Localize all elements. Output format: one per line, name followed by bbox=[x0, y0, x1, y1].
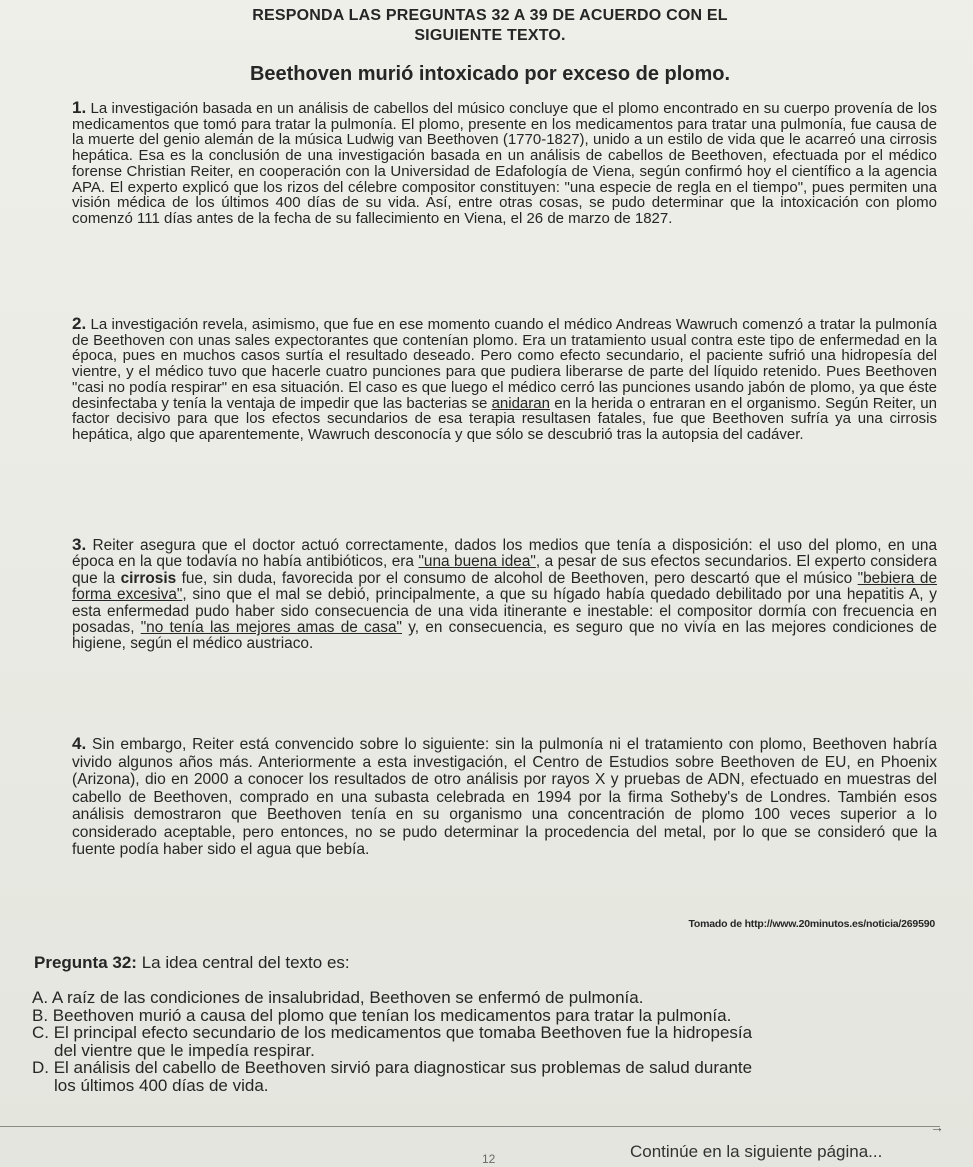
paragraph-text: Reiter asegura que el doctor actuó correctamente, dados los medios que tenía a disposición: el uso del plomo, en una época en la que todavía no había antibióticos, era bbox=[72, 537, 938, 571]
question-text: La idea central del texto es: bbox=[136, 953, 350, 972]
paragraph-3 bbox=[72, 537, 937, 653]
page-number: 12 bbox=[482, 1152, 496, 1166]
arrow-right-icon: → bbox=[930, 1119, 944, 1135]
underlined-phrase: "no tenía las mejores amas de casa" bbox=[140, 619, 403, 637]
paragraph-text: La investigación revela, asimismo, que fue en ese momento cuando el médico Andreas Wawruch comenzó a tratar la pulmonía de Beethoven con unas sales expectorantes que contenían plomo. Era un tratamiento usual contra este tipo de enfermedad en la época, pues en muchos casos surtía el resultado deseado. Pero como efecto secundario, el paciente sufrió una hidropesía del vientre, y el médico tuvo que hacerle cuatro punciones para que pudiera liberarse de parte del líquido retenido. Pues Beethoven "casi no podía respirar" en esa situación. El caso es que luego el médico cerró las punciones usando jabón de plomo, ya que éste desinfectaba y tenía la ventaja de impedir que las bacterias se bbox=[72, 316, 938, 412]
paragraph-text: , a pesar de sus efectos secundarios. El experto considera que la bbox=[72, 553, 937, 587]
paragraph-text: fue, sin duda, favorecida por el consumo de alcohol de Beethoven, pero descartó que el músico bbox=[176, 569, 858, 587]
paragraph-text: en la herida o entraran en el organismo. Según Reiter, un factor decisivo para que los efectos secundarios de esa terapia resultasen fatales, fue que Beethoven sufría ya una cirrosis hepática, algo que aparentemente, Wawruch desconocía y que sólo se descubrió tras la autopsia del cadáver. bbox=[72, 394, 937, 443]
paragraph-4 bbox=[72, 735, 937, 859]
option-a[interactable]: A. A raíz de las condiciones de insalubridad, Beethoven se enfermó de pulmonía. bbox=[32, 988, 644, 1007]
option-c[interactable] bbox=[32, 1024, 952, 1059]
paragraph-1 bbox=[72, 100, 937, 227]
underlined-phrase: "bebiera de forma excesiva" bbox=[72, 569, 938, 604]
question-32 bbox=[34, 952, 934, 973]
paragraph-number: 3. bbox=[72, 535, 87, 554]
paragraph-number: 2. bbox=[72, 314, 87, 333]
option-d[interactable] bbox=[32, 1059, 952, 1094]
paragraph-number: 1. bbox=[72, 98, 87, 117]
option-c-line-1: C. El principal efecto secundario de los medicamentos que tomaba Beethoven fue la hidropesía bbox=[32, 1023, 753, 1042]
header-line-1: RESPONDA LAS PREGUNTAS 32 A 39 DE ACUERDO CON EL bbox=[252, 7, 728, 24]
source-citation: Tomado de http://www.20minutos.es/noticia/269590 bbox=[688, 918, 935, 930]
paragraph-text: La investigación basada en un análisis de cabellos del músico concluye que el plomo encontrado en su cuerpo provenía de los medicamentos que tomó para tratar la pulmonía. El plomo, presente en los medicamentos para tratar una pulmonía, fue causa de la muerte del genio alemán de la música Ludwig van Beethoven (1770-1827), unido a un estilo de vida que le acarreó una cirrosis hepática. Esa es la conclusión de una investigación basada en un análisis de cabellos de Beethoven, efectuada por el médico forense Christian Reiter, en cooperación con la Universidad de Edafología de Viena, según confirmó hoy el científico a la agencia APA. El experto explicó que los rizos del célebre compositor constituyen: "una especie de regla en el tiempo", pues permiten una visión médica de los últimos 400 días de su vida. Así, entre otras cosas, se pudo determinar que la intoxicación con plomo comenzó 111 días antes de la fecha de su fallecimiento en Viena, el 26 de marzo de 1827. bbox=[72, 100, 938, 227]
underlined-phrase: "una buena idea" bbox=[418, 553, 536, 571]
instructions-header bbox=[60, 6, 920, 46]
paragraph-text: y, en consecuencia, es seguro que no vivía en las mejores condiciones de higiene, según el médico austriaco. bbox=[72, 619, 937, 653]
article-title: Beethoven murió intoxicado por exceso de plomo. bbox=[249, 63, 731, 85]
option-d-line-2: los últimos 400 días de vida. bbox=[54, 1075, 269, 1095]
paragraph-text: Sin embargo, Reiter está convencido sobre lo siguiente: sin la pulmonía ni el tratamiento con plomo, Beethoven habría vivido algunos años más. Anteriormente a esta investigación, el Centro de Estudios sobre Beethoven de EU, en Phoenix (Arizona), dio en 2000 a conocer los resultados de otro análisis por rayos X y pruebas de ADN, efectuado en muestras del cabello de Beethoven, comprado en una subasta celebrada en 1994 por la firma Sotheby's de Londres. También esos análisis demostraron que Beethoven tenía en su organismo una concentración de plomo 100 veces superior a lo considerado aceptable, pero entonces, no se pudo determinar la procedencia del metal, por lo que se consideró que la fuente podía haber sido el agua que bebía. bbox=[72, 736, 937, 858]
paragraph-2 bbox=[72, 316, 937, 443]
underlined-word: anidaran bbox=[491, 394, 550, 412]
paragraph-text: , sino que el mal se debió, principalmente, a que su hígado había quedado debilitado por una hepatitis A, y esta enfermedad pudo haber sido consecuencia de una vida itinerante e inestable: el compositor dormía con frecuencia en posadas, bbox=[72, 586, 937, 637]
question-label: Pregunta 32: bbox=[34, 953, 137, 972]
bold-word: cirrosis bbox=[120, 569, 177, 587]
option-d-line-1: D. El análisis del cabello de Beethoven sirvió para diagnosticar sus problemas de salud durante bbox=[32, 1058, 753, 1077]
header-line-2: SIGUIENTE TEXTO. bbox=[414, 27, 566, 44]
option-b[interactable]: B. Beethoven murió a causa del plomo que tenían los medicamentos para tratar la pulmonía. bbox=[32, 1005, 732, 1025]
paragraph-number: 4. bbox=[72, 734, 87, 753]
option-c-line-2: del vientre que le impedía respirar. bbox=[54, 1040, 315, 1060]
answer-options bbox=[32, 989, 952, 1094]
continue-note: Continúe en la siguiente página... bbox=[630, 1142, 883, 1161]
footer-divider bbox=[0, 1126, 940, 1127]
